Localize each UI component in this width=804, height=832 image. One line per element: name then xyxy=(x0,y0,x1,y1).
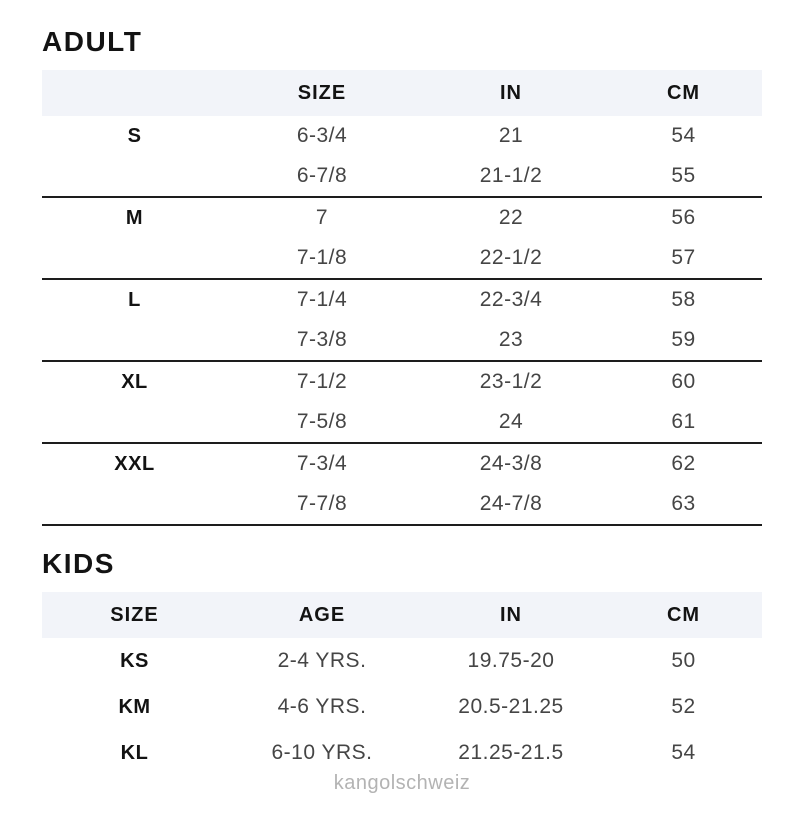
kids-table-header-row xyxy=(42,592,762,638)
table-row xyxy=(42,444,762,484)
cm-value: 57 xyxy=(671,246,696,269)
size-chart-page xyxy=(42,28,762,795)
inches-value: 21-1/2 xyxy=(479,164,543,187)
adult-size-group-xxl xyxy=(42,444,762,526)
kids-size-label: KM xyxy=(118,695,151,718)
kids-size-label: KL xyxy=(120,741,149,764)
site-watermark: kangolschweiz xyxy=(333,772,471,794)
table-row xyxy=(42,484,762,524)
adult-header-cm: CM xyxy=(666,81,701,104)
cm-value: 62 xyxy=(671,452,696,475)
table-row xyxy=(42,198,762,238)
inches-value: 22-3/4 xyxy=(479,288,543,311)
cm-value: 59 xyxy=(671,328,696,351)
adult-table-header-row xyxy=(42,70,762,116)
inches-value: 23 xyxy=(498,328,524,351)
cm-value: 52 xyxy=(671,695,696,718)
adult-size-group-l xyxy=(42,280,762,362)
adult-section-title: ADULT xyxy=(42,26,143,57)
cm-value: 50 xyxy=(671,649,696,672)
kids-header-age: AGE xyxy=(298,603,346,626)
inches-value: 23-1/2 xyxy=(479,370,543,393)
age-value: 4-6 YRS. xyxy=(277,695,367,718)
hat-size-value: 6-3/4 xyxy=(296,124,348,147)
hat-size-value: 7 xyxy=(315,206,329,229)
age-value: 2-4 YRS. xyxy=(277,649,367,672)
adult-size-table xyxy=(42,70,762,526)
inches-value: 24 xyxy=(498,410,524,433)
kids-size-label: KS xyxy=(120,649,149,672)
kids-header-size: SIZE xyxy=(110,603,159,626)
table-row xyxy=(42,684,762,730)
kids-header-cm: CM xyxy=(666,603,701,626)
table-row xyxy=(42,280,762,320)
hat-size-value: 7-3/8 xyxy=(296,328,348,351)
hat-size-value: 7-1/8 xyxy=(296,246,348,269)
hat-size-value: 7-1/4 xyxy=(296,288,348,311)
cm-value: 63 xyxy=(671,492,696,515)
adult-header-size: SIZE xyxy=(297,81,347,104)
inches-value: 22-1/2 xyxy=(479,246,543,269)
kids-size-table xyxy=(42,592,762,776)
hat-size-value: 7-7/8 xyxy=(296,492,348,515)
table-row xyxy=(42,156,762,196)
hat-size-value: 7-5/8 xyxy=(296,410,348,433)
adult-size-group-s xyxy=(42,116,762,198)
inches-value: 21.25-21.5 xyxy=(458,741,564,764)
size-group-label: XL xyxy=(121,370,148,393)
cm-value: 55 xyxy=(671,164,696,187)
inches-value: 20.5-21.25 xyxy=(458,695,564,718)
age-value: 6-10 YRS. xyxy=(271,741,373,764)
size-group-label: M xyxy=(125,206,144,229)
inches-value: 24-3/8 xyxy=(479,452,543,475)
table-row xyxy=(42,320,762,360)
kids-section-title: KIDS xyxy=(42,548,115,579)
hat-size-value: 6-7/8 xyxy=(296,164,348,187)
table-row xyxy=(42,362,762,402)
size-group-label: XXL xyxy=(114,452,155,475)
inches-value: 24-7/8 xyxy=(479,492,543,515)
cm-value: 54 xyxy=(671,124,696,147)
cm-value: 56 xyxy=(671,206,696,229)
kids-header-in: IN xyxy=(500,603,522,626)
size-group-label: S xyxy=(127,124,142,147)
table-row xyxy=(42,730,762,776)
size-group-label: L xyxy=(128,288,141,311)
cm-value: 60 xyxy=(671,370,696,393)
table-row xyxy=(42,116,762,156)
table-row xyxy=(42,638,762,684)
table-row xyxy=(42,238,762,278)
hat-size-value: 7-3/4 xyxy=(296,452,348,475)
inches-value: 21 xyxy=(498,124,524,147)
cm-value: 61 xyxy=(671,410,696,433)
adult-size-group-m xyxy=(42,198,762,280)
cm-value: 58 xyxy=(671,288,696,311)
cm-value: 54 xyxy=(671,741,696,764)
adult-header-in: IN xyxy=(500,81,522,104)
inches-value: 19.75-20 xyxy=(467,649,555,672)
hat-size-value: 7-1/2 xyxy=(296,370,348,393)
adult-size-group-xl xyxy=(42,362,762,444)
table-row xyxy=(42,402,762,442)
inches-value: 22 xyxy=(498,206,524,229)
